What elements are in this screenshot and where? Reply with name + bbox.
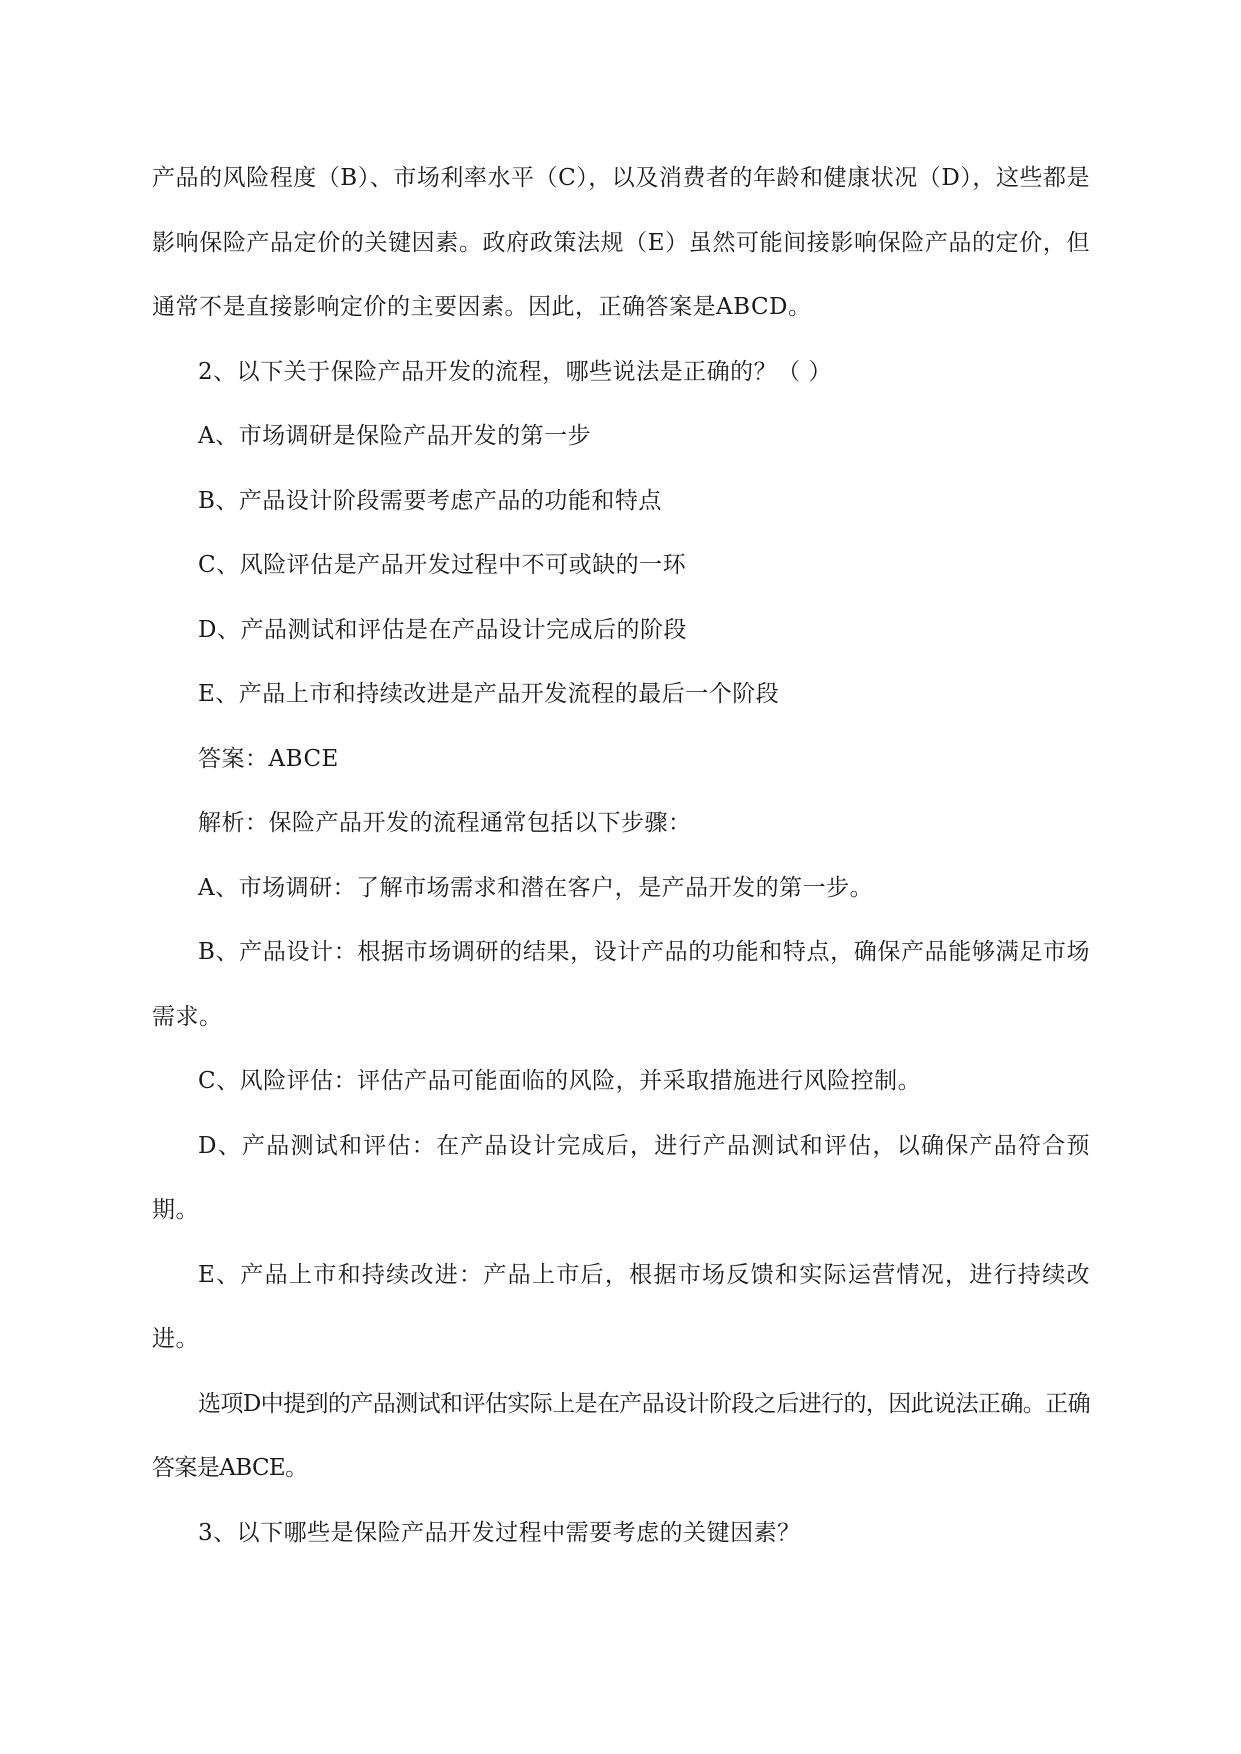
- question-2-option-e: E、产品上市和持续改进是产品开发流程的最后一个阶段: [198, 681, 780, 707]
- analysis-step-e: E、产品上市和持续改进：产品上市后，根据市场反馈和实际运营情况，进行持续改进。: [152, 1261, 1090, 1352]
- question-2-option-d: D、产品测试和评估是在产品设计完成后的阶段: [198, 616, 687, 643]
- analysis-step-b: B、产品设计：根据市场调研的结果，设计产品的功能和特点，确保产品能够满足市场需求。: [152, 939, 1090, 1030]
- analysis-conclusion: 选项D中提到的产品测试和评估实际上是在产品设计阶段之后进行的，因此说法正确。正确答案是ABCE。: [152, 1390, 1090, 1481]
- question-2-stem: 2、以下关于保险产品开发的流程，哪些说法是正确的？（ ）: [198, 358, 832, 385]
- analysis-step-d: D、产品测试和评估：在产品设计完成后，进行产品测试和评估，以确保产品符合预期。: [152, 1132, 1090, 1223]
- question-3-stem: 3、以下哪些是保险产品开发过程中需要考虑的关键因素？: [198, 1519, 801, 1546]
- analysis-step-a: A、市场调研：了解市场需求和潜在客户，是产品开发的第一步。: [198, 874, 874, 901]
- question-2-option-a: A、市场调研是保险产品开发的第一步: [198, 423, 592, 449]
- question-2-answer: 答案：ABCE: [198, 745, 339, 772]
- document-body: [152, 146, 1090, 1565]
- analysis-step-c: C、风险评估：评估产品可能面临的风险，并采取措施进行风险控制。: [198, 1068, 922, 1094]
- question-2-option-b: B、产品设计阶段需要考虑产品的功能和特点: [198, 487, 662, 514]
- question-2-option-c: C、风险评估是产品开发过程中不可或缺的一环: [198, 552, 687, 578]
- analysis-intro: 解析：保险产品开发的流程通常包括以下步骤：: [198, 810, 692, 836]
- paragraph-pricing-analysis: 产品的风险程度（B）、市场利率水平（C），以及消费者的年龄和健康状况（D），这些都是影响保险产品定价的关键因素。政府政策法规（E）虽然可能间接影响保险产品的定价，但通常不是直接影响定价的主要因素。因此，正确答案是ABCD。: [152, 165, 1090, 320]
